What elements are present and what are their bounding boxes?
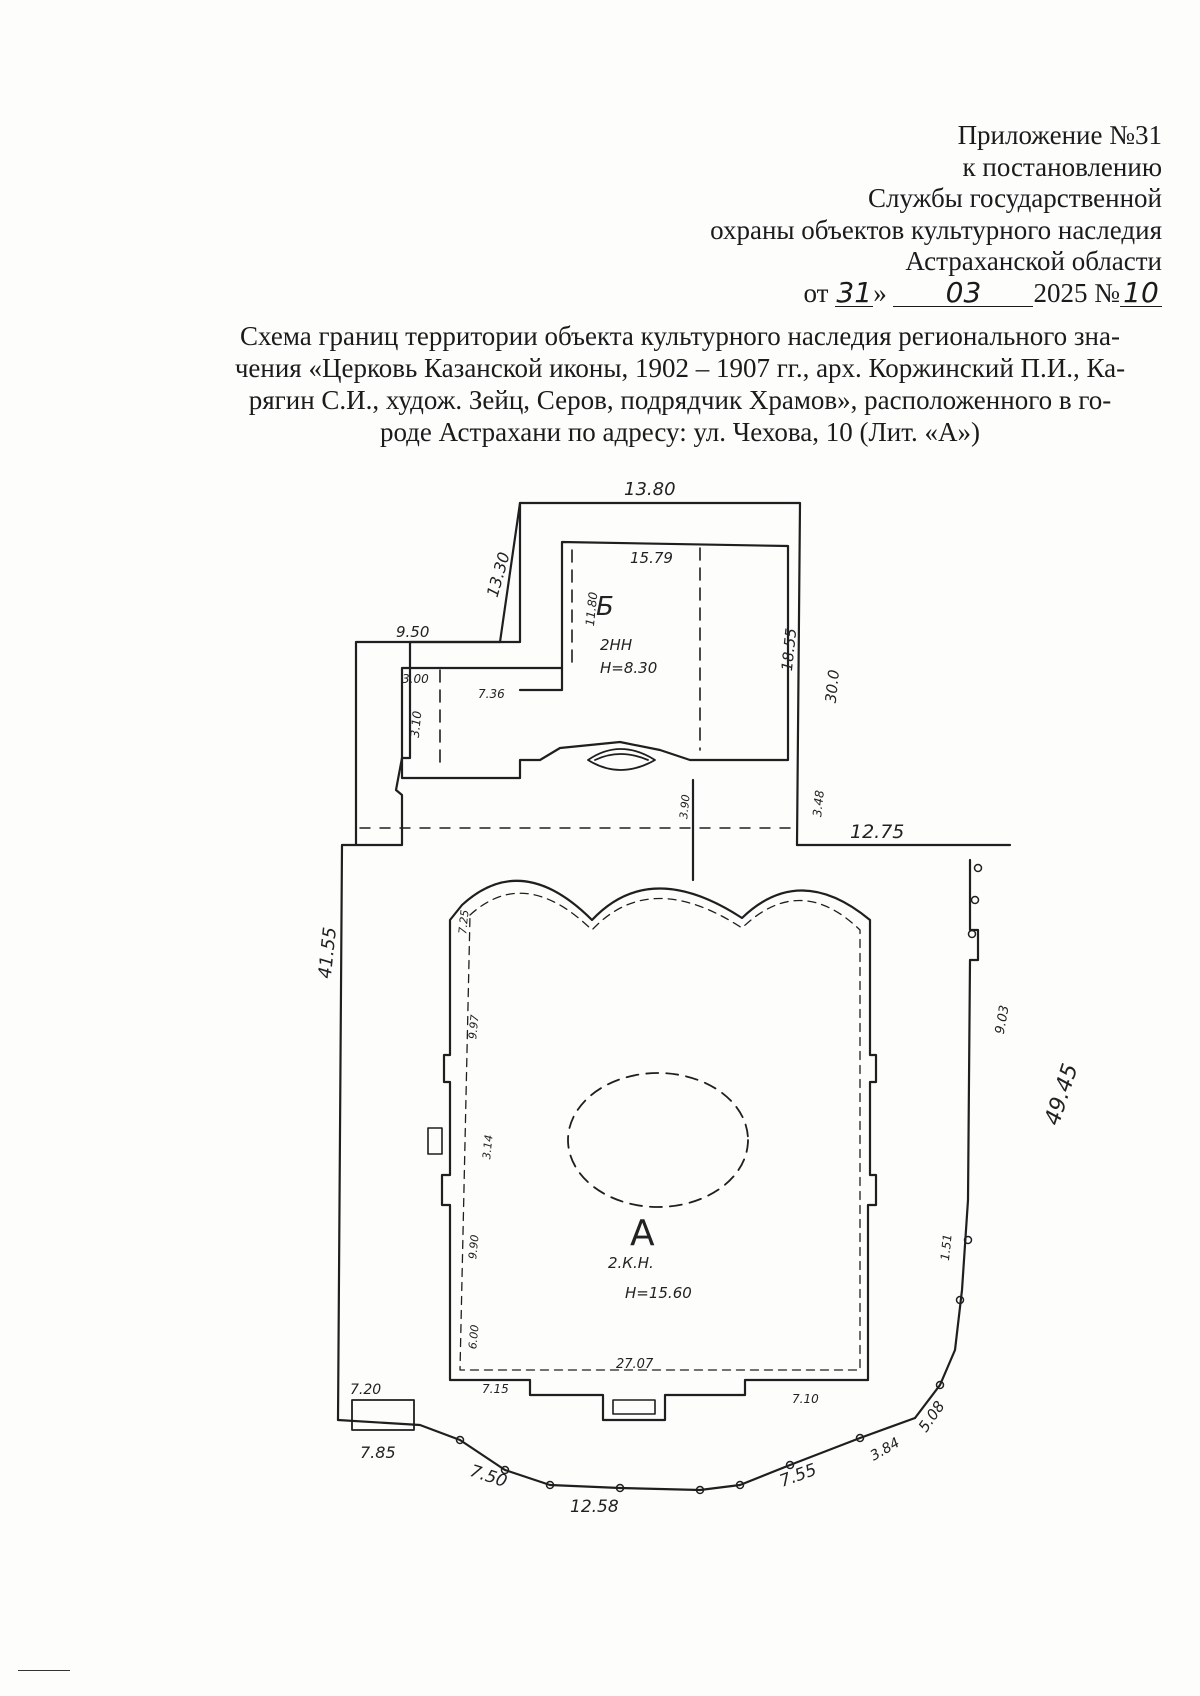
dim-left-top: 9.50 — [396, 623, 430, 641]
building-a-dome — [568, 1073, 748, 1207]
building-a-letter: А — [630, 1213, 655, 1254]
appendix-title: Приложение №31 — [957, 120, 1162, 150]
building-a-desc: 2.К.Н. — [608, 1254, 654, 1272]
dim-arc-5: 3.84 — [867, 1434, 903, 1465]
dim-gap: 3.48 — [810, 789, 827, 818]
dim-arc-4: 5.08 — [914, 1397, 949, 1436]
dim-a-top: 7.25 — [456, 909, 472, 935]
date-month: 03 — [893, 280, 1033, 307]
building-b-step — [520, 668, 562, 690]
boundary-bottom-arc — [338, 1418, 915, 1490]
dim-top: 13.80 — [624, 479, 676, 500]
dim-b-side: 11.80 — [582, 591, 601, 627]
dim-a-bottom: 27.07 — [616, 1357, 654, 1372]
title-line-1: Схема границ территории объекта культурного наследия регионального зна- — [240, 321, 1120, 351]
dim-right-upper: 30.0 — [821, 668, 844, 704]
building-b-height: Н=8.30 — [600, 659, 658, 677]
date-day: 31 — [836, 275, 873, 309]
outbuilding-small — [352, 1400, 414, 1430]
fence-posts — [457, 865, 982, 1494]
dim-a-side-2: 3.14 — [480, 1134, 496, 1160]
dim-arc-3: 7.55 — [776, 1459, 820, 1492]
building-a-outline — [442, 881, 876, 1420]
date-quote: » — [873, 277, 887, 308]
dim-a-bottom-left: 7.15 — [482, 1382, 509, 1396]
dim-a-bottom-right: 7.10 — [792, 1392, 819, 1406]
dim-top-left-diag: 13.30 — [482, 549, 514, 600]
dim-neck: 3.90 — [677, 793, 693, 820]
dim-arc-1: 7.50 — [467, 1461, 510, 1492]
dim-a-side-3: 9.90 — [466, 1234, 482, 1260]
building-a-entrance — [613, 1400, 655, 1414]
dim-left-total: 41.55 — [314, 926, 341, 980]
dim-right-sub: 9.03 — [992, 1004, 1013, 1036]
appendix-line-5: Астраханской области — [905, 246, 1162, 276]
dim-right-step: 12.75 — [850, 821, 905, 843]
title-line-2: чения «Церковь Казанской иконы, 1902 – 1907 гг., арх. Коржинский П.И., Ка- — [234, 353, 1126, 383]
building-b-outline — [402, 542, 788, 778]
appendix-line-2: к постановлению — [962, 151, 1162, 182]
date-year: 2025 № — [1033, 277, 1120, 308]
title-line-3: рягин С.И., худож. Зейц, Серов, подрядчик Храмов», расположенного в го- — [248, 385, 1112, 415]
appendix-line-3: Службы государственной — [868, 183, 1162, 213]
building-b-inner — [440, 548, 700, 770]
building-b-desc: 2НН — [600, 636, 633, 654]
building-b-porch — [588, 749, 655, 770]
side-marker — [428, 1128, 442, 1154]
date-prefix: от — [803, 277, 829, 308]
dim-right-mid: 1.51 — [937, 1233, 955, 1262]
dim-b-width: 15.79 — [630, 549, 673, 567]
appendix-line-4: охраны объектов культурного наследия — [710, 214, 1162, 245]
title-line-4: роде Астрахани по адресу: ул. Чехова, 10 (Лит. «А») — [379, 417, 981, 447]
dim-a-side-4: 6.00 — [466, 1324, 482, 1350]
dim-right-lower: 49.45 — [1040, 1060, 1084, 1129]
dim-annex-height: 3.10 — [407, 710, 425, 739]
dim-annex-inner: 7.36 — [478, 687, 505, 701]
building-b-letter: Б — [596, 592, 614, 622]
document-number: 10 — [1120, 280, 1162, 307]
dim-bottom-left: 7.20 — [350, 1382, 382, 1398]
dim-arc-2: 12.58 — [570, 1497, 619, 1517]
page-edge-mark — [18, 1670, 70, 1671]
building-a-height: Н=15.60 — [625, 1284, 692, 1302]
dim-a-side-1: 9.97 — [466, 1014, 482, 1040]
dim-annex-width: 3.00 — [402, 672, 429, 686]
dim-bottom-small: 7.85 — [360, 1443, 396, 1462]
boundary-right-lower — [915, 860, 978, 1418]
dim-b-height: 18.55 — [777, 627, 801, 672]
